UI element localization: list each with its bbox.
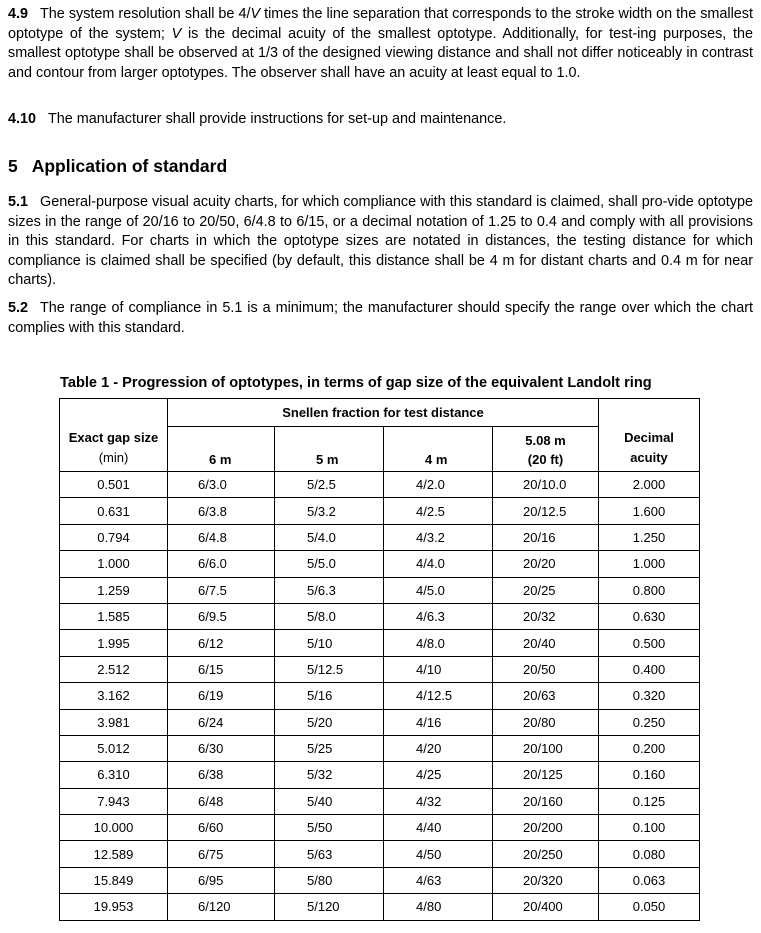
cell-4m: 4/10 bbox=[384, 656, 493, 682]
cell-4m: 4/3.2 bbox=[384, 524, 493, 550]
table-row bbox=[60, 551, 700, 577]
cell-20ft: 20/16 bbox=[493, 524, 599, 550]
cell-gap-size: 2.512 bbox=[60, 656, 168, 682]
cell-6m: 6/9.5 bbox=[168, 603, 275, 629]
cell-gap-size: 3.162 bbox=[60, 683, 168, 709]
cell-6m: 6/95 bbox=[168, 867, 275, 893]
cell-gap-size: 1.995 bbox=[60, 630, 168, 656]
cell-4m: 4/32 bbox=[384, 788, 493, 814]
cell-5m: 5/16 bbox=[275, 683, 384, 709]
table-caption: Table 1 - Progression of optotypes, in terms of gap size of the equivalent Landolt ring bbox=[60, 375, 652, 391]
cell-6m: 6/30 bbox=[168, 735, 275, 761]
cell-4m: 4/2.0 bbox=[384, 472, 493, 498]
cell-gap-size: 5.012 bbox=[60, 735, 168, 761]
cell-5m: 5/2.5 bbox=[275, 472, 384, 498]
cell-6m: 6/38 bbox=[168, 762, 275, 788]
section-title: Application of standard bbox=[31, 156, 228, 176]
cell-4m: 4/25 bbox=[384, 762, 493, 788]
clause-text: The manufacturer shall provide instructions for set-up and maintenance. bbox=[48, 111, 507, 127]
cell-gap-size: 19.953 bbox=[60, 894, 168, 920]
table-row bbox=[60, 524, 700, 550]
table-row bbox=[60, 603, 700, 629]
cell-6m: 6/4.8 bbox=[168, 524, 275, 550]
header-5m: 5 m bbox=[275, 427, 384, 472]
cell-decimal-acuity: 1.250 bbox=[599, 524, 700, 550]
cell-6m: 6/48 bbox=[168, 788, 275, 814]
cell-5m: 5/10 bbox=[275, 630, 384, 656]
cell-20ft: 20/63 bbox=[493, 683, 599, 709]
cell-4m: 4/63 bbox=[384, 867, 493, 893]
cell-6m: 6/3.8 bbox=[168, 498, 275, 524]
cell-5m: 5/20 bbox=[275, 709, 384, 735]
cell-gap-size: 0.501 bbox=[60, 472, 168, 498]
cell-decimal-acuity: 0.100 bbox=[599, 815, 700, 841]
cell-decimal-acuity: 0.400 bbox=[599, 656, 700, 682]
table-row bbox=[60, 498, 700, 524]
cell-4m: 4/16 bbox=[384, 709, 493, 735]
cell-4m: 4/20 bbox=[384, 735, 493, 761]
cell-6m: 6/19 bbox=[168, 683, 275, 709]
clause-4-9: 4.9 The system resolution shall be 4/V times the line separation that corresponds to the stroke width on the smallest optotype of the system; V is the decimal acuity of the smallest optotype. Additionally, for test-ing purposes, the smallest optotype shall be observed at 1/3 of the designed viewing distance and shall not differ noticeably in contrast and contour from larger optotypes. The observer shall have an acuity at least equal to 1.0. bbox=[8, 6, 753, 81]
cell-decimal-acuity: 0.500 bbox=[599, 630, 700, 656]
table-body bbox=[60, 472, 700, 921]
header-4m: 4 m bbox=[384, 427, 493, 472]
cell-gap-size: 10.000 bbox=[60, 815, 168, 841]
cell-decimal-acuity: 0.200 bbox=[599, 735, 700, 761]
cell-decimal-acuity: 1.000 bbox=[599, 551, 700, 577]
cell-decimal-acuity: 2.000 bbox=[599, 472, 700, 498]
section-number: 5 bbox=[8, 156, 18, 176]
table-row bbox=[60, 815, 700, 841]
cell-20ft: 20/10.0 bbox=[493, 472, 599, 498]
cell-20ft: 20/12.5 bbox=[493, 498, 599, 524]
cell-5m: 5/6.3 bbox=[275, 577, 384, 603]
cell-gap-size: 12.589 bbox=[60, 841, 168, 867]
cell-gap-size: 15.849 bbox=[60, 867, 168, 893]
cell-20ft: 20/400 bbox=[493, 894, 599, 920]
cell-5m: 5/63 bbox=[275, 841, 384, 867]
clause-number: 4.10 bbox=[8, 111, 37, 127]
clause-4-10 bbox=[8, 110, 753, 130]
cell-5m: 5/3.2 bbox=[275, 498, 384, 524]
cell-decimal-acuity: 0.160 bbox=[599, 762, 700, 788]
cell-gap-size: 0.794 bbox=[60, 524, 168, 550]
cell-gap-size: 1.259 bbox=[60, 577, 168, 603]
clause-text: The range of compliance in 5.1 is a minimum; the manufacturer should specify the range over which the chart complies with this standard. bbox=[8, 300, 753, 336]
header-gap-size: Exact gap size (min) bbox=[60, 399, 168, 472]
cell-5m: 5/4.0 bbox=[275, 524, 384, 550]
cell-4m: 4/40 bbox=[384, 815, 493, 841]
cell-4m: 4/8.0 bbox=[384, 630, 493, 656]
cell-20ft: 20/50 bbox=[493, 656, 599, 682]
cell-gap-size: 1.000 bbox=[60, 551, 168, 577]
header-snellen: Snellen fraction for test distance bbox=[168, 399, 599, 427]
cell-6m: 6/15 bbox=[168, 656, 275, 682]
table-row bbox=[60, 630, 700, 656]
cell-20ft: 20/25 bbox=[493, 577, 599, 603]
header-decimal-acuity: Decimal acuity bbox=[599, 399, 700, 472]
cell-decimal-acuity: 0.125 bbox=[599, 788, 700, 814]
section-heading bbox=[8, 155, 227, 177]
cell-20ft: 20/160 bbox=[493, 788, 599, 814]
cell-5m: 5/40 bbox=[275, 788, 384, 814]
cell-5m: 5/5.0 bbox=[275, 551, 384, 577]
table-row bbox=[60, 683, 700, 709]
cell-4m: 4/80 bbox=[384, 894, 493, 920]
table-row bbox=[60, 472, 700, 498]
clause-text: General-purpose visual acuity charts, for which compliance with this standard is claimed, shall pro-vide optotype sizes in the range of 20/16 to 20/50, 6/4.8 to 6/15, or a decimal notation of 1.25 to 0.4 and comply with all provisions in this standard. For charts in which the optotype sizes are notated in distances, the testing distance for which compliance is claimed shall be specified (by default, this distance shall be 4 m for distant charts and 0.4 m for near charts). bbox=[8, 194, 753, 288]
cell-6m: 6/120 bbox=[168, 894, 275, 920]
cell-gap-size: 7.943 bbox=[60, 788, 168, 814]
cell-4m: 4/5.0 bbox=[384, 577, 493, 603]
cell-gap-size: 6.310 bbox=[60, 762, 168, 788]
cell-6m: 6/3.0 bbox=[168, 472, 275, 498]
optotype-table bbox=[59, 398, 700, 921]
clause-number: 5.1 bbox=[8, 194, 29, 210]
cell-decimal-acuity: 0.080 bbox=[599, 841, 700, 867]
cell-5m: 5/8.0 bbox=[275, 603, 384, 629]
cell-20ft: 20/320 bbox=[493, 867, 599, 893]
clause-5-2 bbox=[8, 299, 753, 338]
cell-6m: 6/7.5 bbox=[168, 577, 275, 603]
table-row bbox=[60, 735, 700, 761]
cell-decimal-acuity: 0.320 bbox=[599, 683, 700, 709]
table-row bbox=[60, 867, 700, 893]
cell-gap-size: 1.585 bbox=[60, 603, 168, 629]
cell-4m: 4/6.3 bbox=[384, 603, 493, 629]
cell-4m: 4/4.0 bbox=[384, 551, 493, 577]
cell-6m: 6/75 bbox=[168, 841, 275, 867]
header-20ft: 5.08 m (20 ft) bbox=[493, 427, 599, 472]
cell-4m: 4/50 bbox=[384, 841, 493, 867]
cell-6m: 6/24 bbox=[168, 709, 275, 735]
cell-5m: 5/80 bbox=[275, 867, 384, 893]
cell-6m: 6/60 bbox=[168, 815, 275, 841]
cell-decimal-acuity: 0.050 bbox=[599, 894, 700, 920]
cell-4m: 4/12.5 bbox=[384, 683, 493, 709]
cell-20ft: 20/200 bbox=[493, 815, 599, 841]
cell-5m: 5/25 bbox=[275, 735, 384, 761]
table-row bbox=[60, 656, 700, 682]
table-row bbox=[60, 577, 700, 603]
cell-decimal-acuity: 0.063 bbox=[599, 867, 700, 893]
cell-20ft: 20/40 bbox=[493, 630, 599, 656]
cell-6m: 6/12 bbox=[168, 630, 275, 656]
cell-20ft: 20/80 bbox=[493, 709, 599, 735]
table-row bbox=[60, 762, 700, 788]
header-6m: 6 m bbox=[168, 427, 275, 472]
cell-5m: 5/12.5 bbox=[275, 656, 384, 682]
cell-20ft: 20/125 bbox=[493, 762, 599, 788]
cell-decimal-acuity: 0.630 bbox=[599, 603, 700, 629]
table-row bbox=[60, 894, 700, 920]
cell-20ft: 20/250 bbox=[493, 841, 599, 867]
table-row bbox=[60, 788, 700, 814]
cell-20ft: 20/100 bbox=[493, 735, 599, 761]
cell-decimal-acuity: 0.800 bbox=[599, 577, 700, 603]
clause-5-1 bbox=[8, 193, 753, 291]
cell-6m: 6/6.0 bbox=[168, 551, 275, 577]
clause-number: 5.2 bbox=[8, 300, 29, 316]
cell-5m: 5/32 bbox=[275, 762, 384, 788]
clause-number: 4.9 bbox=[8, 6, 29, 22]
cell-gap-size: 0.631 bbox=[60, 498, 168, 524]
cell-gap-size: 3.981 bbox=[60, 709, 168, 735]
cell-decimal-acuity: 0.250 bbox=[599, 709, 700, 735]
cell-5m: 5/120 bbox=[275, 894, 384, 920]
table-row bbox=[60, 709, 700, 735]
cell-20ft: 20/20 bbox=[493, 551, 599, 577]
cell-20ft: 20/32 bbox=[493, 603, 599, 629]
cell-5m: 5/50 bbox=[275, 815, 384, 841]
table-row bbox=[60, 841, 700, 867]
cell-decimal-acuity: 1.600 bbox=[599, 498, 700, 524]
cell-4m: 4/2.5 bbox=[384, 498, 493, 524]
